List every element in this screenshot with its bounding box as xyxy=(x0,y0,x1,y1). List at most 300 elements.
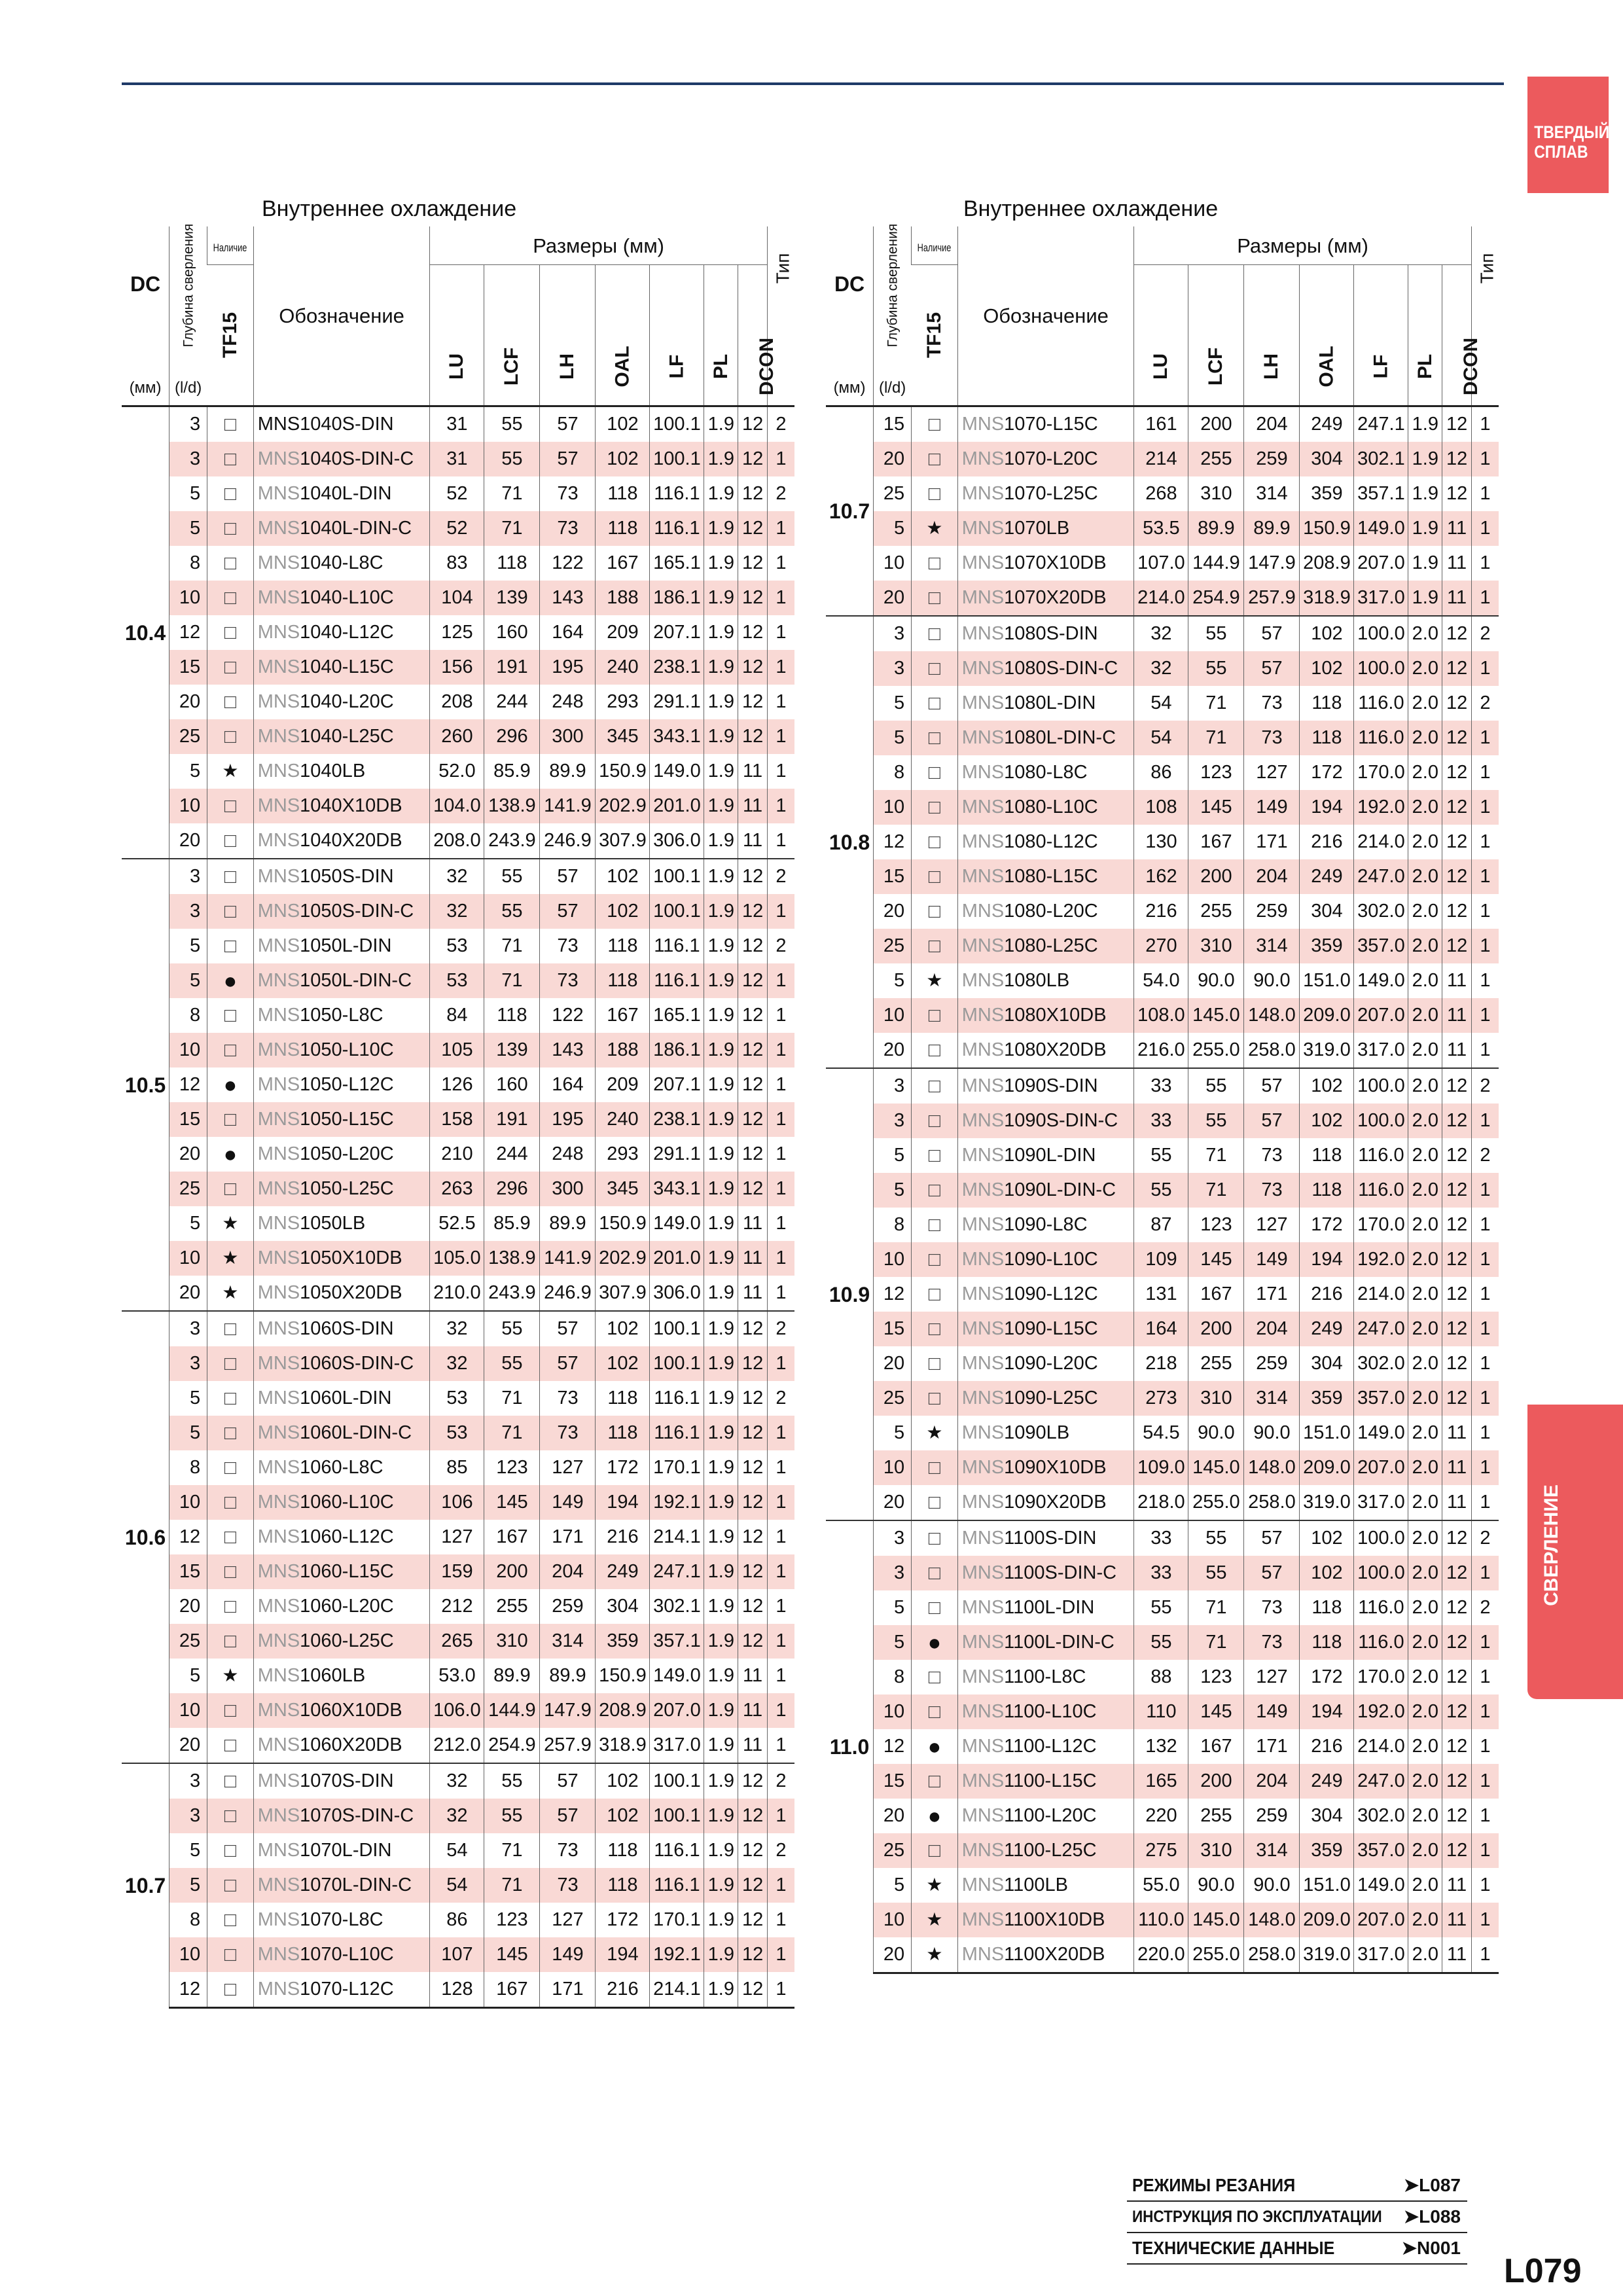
dim-cell: 118 xyxy=(596,511,650,546)
depth-cell: 5 xyxy=(894,692,905,713)
table-row[interactable] xyxy=(826,1346,1499,1381)
dim-cell: 2.0 xyxy=(1408,721,1442,755)
designation-prefix: MNS xyxy=(961,1632,1005,1653)
table-row[interactable] xyxy=(122,1381,794,1416)
designation-cell[interactable] xyxy=(957,1556,1134,1590)
table-row[interactable] xyxy=(122,1241,794,1276)
table-row[interactable] xyxy=(826,825,1499,859)
designation-cell[interactable] xyxy=(957,1764,1134,1799)
table-row[interactable] xyxy=(826,1312,1499,1346)
designation-cell[interactable] xyxy=(253,476,430,511)
dim-cell: 204 xyxy=(1244,406,1300,442)
dim-cell: 1.9 xyxy=(704,929,738,963)
designation-cell[interactable] xyxy=(957,1660,1134,1695)
dim-cell: 12 xyxy=(1442,1520,1472,1556)
designation-cell[interactable] xyxy=(253,1381,430,1416)
designation-cell[interactable] xyxy=(957,1068,1134,1103)
table-row[interactable] xyxy=(122,1903,794,1937)
category-tab-drilling[interactable] xyxy=(1527,1405,1623,1699)
table-row[interactable] xyxy=(826,1208,1499,1242)
designation-cell[interactable] xyxy=(253,615,430,650)
availability-cell xyxy=(912,1868,958,1903)
table-row[interactable] xyxy=(122,1450,794,1485)
designation-cell[interactable] xyxy=(253,894,430,929)
designation-cell[interactable] xyxy=(253,546,430,581)
depth-cell: 5 xyxy=(894,1145,905,1166)
dim-cell: 255.0 xyxy=(1188,1937,1244,1973)
dim-cell: 12 xyxy=(1442,1068,1472,1103)
depth-cell: 5 xyxy=(874,511,912,546)
table-row[interactable] xyxy=(826,1242,1499,1277)
designation-text: MNS1060X10DB xyxy=(257,1700,402,1721)
table-row[interactable] xyxy=(826,651,1499,686)
empty-square-icon: □ xyxy=(224,1909,237,1931)
table-row[interactable] xyxy=(122,650,794,685)
table-row[interactable] xyxy=(826,1485,1499,1520)
designation-cell[interactable] xyxy=(957,1138,1134,1173)
table-row[interactable] xyxy=(826,1868,1499,1903)
table-row[interactable] xyxy=(826,1660,1499,1695)
depth-header-label: Глубина сверления xyxy=(181,223,196,348)
table-row[interactable] xyxy=(826,1520,1499,1556)
designation-cell[interactable] xyxy=(957,1103,1134,1138)
designation-cell[interactable] xyxy=(253,442,430,476)
designation-prefix: MNS xyxy=(961,901,1005,922)
table-row[interactable] xyxy=(122,615,794,650)
table-row[interactable] xyxy=(122,1102,794,1137)
table-row[interactable] xyxy=(122,1416,794,1450)
designation-cell[interactable] xyxy=(253,511,430,546)
depth-cell: 8 xyxy=(190,552,201,573)
dim-cell: 57 xyxy=(1244,651,1300,686)
dim-cell: 254.9 xyxy=(1188,581,1244,616)
designation-cell[interactable] xyxy=(253,1206,430,1241)
table-row[interactable] xyxy=(826,442,1499,476)
dim-cell: 2.0 xyxy=(1408,1346,1442,1381)
table-row[interactable] xyxy=(122,1693,794,1728)
dim-cell: 55 xyxy=(484,1346,540,1381)
dim-cell: 106.0 xyxy=(430,1693,484,1728)
table-row[interactable] xyxy=(826,1103,1499,1138)
designation-text: MNS1070-L8C xyxy=(257,1909,383,1930)
dim-cell: 1 xyxy=(767,894,794,929)
designation-cell[interactable] xyxy=(253,1937,430,1972)
designation-cell[interactable] xyxy=(957,825,1134,859)
designation-prefix: MNS xyxy=(257,1700,300,1721)
designation-cell[interactable] xyxy=(957,1381,1134,1416)
designation-cell[interactable] xyxy=(957,1416,1134,1450)
dim-cell: 145.0 xyxy=(1188,998,1244,1033)
designation-cell[interactable] xyxy=(957,1173,1134,1208)
dim-cell: 194 xyxy=(596,1937,650,1972)
designation-cell[interactable] xyxy=(253,1763,430,1799)
dim-cell: 143 xyxy=(540,581,596,615)
designation-cell[interactable] xyxy=(957,651,1134,686)
dim-cell: 238.1 xyxy=(650,650,704,685)
designation-cell[interactable] xyxy=(957,476,1134,511)
designation-cell[interactable] xyxy=(957,616,1134,651)
table-row[interactable] xyxy=(826,1799,1499,1833)
table-row[interactable] xyxy=(122,1659,794,1693)
designation-cell[interactable] xyxy=(253,1693,430,1728)
designation-cell[interactable] xyxy=(957,1903,1134,1937)
dim-cell: 1.9 xyxy=(1408,476,1442,511)
table-row[interactable] xyxy=(122,1067,794,1102)
dim-cell: 220.0 xyxy=(1134,1937,1188,1973)
table-row[interactable] xyxy=(122,859,794,894)
dim-cell: 207.1 xyxy=(650,1067,704,1102)
table-row[interactable] xyxy=(122,789,794,823)
table-row[interactable] xyxy=(826,686,1499,721)
designation-cell[interactable] xyxy=(253,1972,430,2008)
table-row[interactable] xyxy=(122,1972,794,2008)
empty-square-icon: □ xyxy=(224,795,237,817)
designation-cell[interactable] xyxy=(253,650,430,685)
depth-cell: 5 xyxy=(190,1840,201,1861)
designation-cell[interactable] xyxy=(957,1729,1134,1764)
dim-cell: 131 xyxy=(1134,1277,1188,1312)
designation-cell[interactable] xyxy=(253,1799,430,1833)
table-row[interactable] xyxy=(122,1172,794,1206)
dim-cell: 1.9 xyxy=(704,685,738,719)
table-row[interactable] xyxy=(122,1276,794,1311)
table-row[interactable] xyxy=(122,442,794,476)
depth-cell: 5 xyxy=(894,1874,905,1895)
designation-cell[interactable] xyxy=(957,1208,1134,1242)
designation-cell[interactable] xyxy=(957,1625,1134,1660)
designation-cell[interactable] xyxy=(957,1450,1134,1485)
designation-cell[interactable] xyxy=(253,929,430,963)
availability-cell xyxy=(207,894,254,929)
depth-cell: 20 xyxy=(179,1734,201,1755)
dim-cell: 55.0 xyxy=(1134,1868,1188,1903)
designation-cell[interactable] xyxy=(253,1276,430,1311)
footer-link-cutting-modes[interactable] xyxy=(1127,2170,1467,2202)
table-row[interactable] xyxy=(122,1589,794,1624)
designation-cell[interactable] xyxy=(253,1728,430,1763)
filled-circle-icon: ● xyxy=(223,968,238,994)
designation-cell[interactable] xyxy=(957,1799,1134,1833)
designation-cell[interactable] xyxy=(253,1589,430,1624)
designation-cell[interactable] xyxy=(957,686,1134,721)
designation-cell[interactable] xyxy=(957,511,1134,546)
dim-cell: 359 xyxy=(596,1624,650,1659)
designation-cell[interactable] xyxy=(957,1590,1134,1625)
table-row[interactable] xyxy=(826,998,1499,1033)
designation-cell[interactable] xyxy=(253,789,430,823)
designation-cell[interactable] xyxy=(253,1033,430,1067)
dim-cell: 359 xyxy=(1300,1381,1354,1416)
oal-header xyxy=(596,265,650,406)
table-row[interactable] xyxy=(122,1137,794,1172)
empty-square-icon: □ xyxy=(224,900,237,922)
dim-cell: 12 xyxy=(738,615,768,650)
dim-cell: 1.9 xyxy=(704,1416,738,1450)
designation-cell[interactable] xyxy=(253,963,430,998)
dim-cell: 172 xyxy=(1300,755,1354,790)
designation-cell[interactable] xyxy=(253,581,430,615)
designation-cell[interactable] xyxy=(957,963,1134,998)
designation-prefix: MNS xyxy=(961,587,1005,608)
table-row[interactable] xyxy=(826,1764,1499,1799)
dim-cell: 194 xyxy=(1300,790,1354,825)
designation-cell[interactable] xyxy=(957,1520,1134,1556)
table-row[interactable] xyxy=(826,1729,1499,1764)
table-row[interactable] xyxy=(122,1937,794,1972)
designation-cell[interactable] xyxy=(253,1346,430,1381)
table-row[interactable] xyxy=(122,963,794,998)
table-row[interactable] xyxy=(826,511,1499,546)
designation-cell[interactable] xyxy=(957,581,1134,616)
table-row[interactable] xyxy=(122,719,794,754)
dim-cell: 105.0 xyxy=(430,1241,484,1276)
table-row[interactable] xyxy=(826,859,1499,894)
table-row[interactable] xyxy=(826,721,1499,755)
designation-text: MNS1080-L15C xyxy=(961,866,1098,887)
availability-cell xyxy=(207,1693,254,1728)
table-row[interactable] xyxy=(826,894,1499,929)
table-row[interactable] xyxy=(122,511,794,546)
dim-cell: 107.0 xyxy=(1134,546,1188,581)
designation-cell[interactable] xyxy=(253,1450,430,1485)
dim-cell: 164 xyxy=(540,615,596,650)
designation-cell[interactable] xyxy=(253,1624,430,1659)
dim-cell: 1.9 xyxy=(704,1937,738,1972)
dim-cell: 1.9 xyxy=(704,511,738,546)
dim-cell: 53.5 xyxy=(1134,511,1188,546)
table-row[interactable] xyxy=(122,685,794,719)
dim-cell: 343.1 xyxy=(650,1172,704,1206)
designation-cell[interactable] xyxy=(253,754,430,789)
dim-cell: 214.0 xyxy=(1134,581,1188,616)
table-row[interactable] xyxy=(122,1485,794,1520)
designation-cell[interactable] xyxy=(957,1033,1134,1068)
dim-cell: 73 xyxy=(1244,1138,1300,1173)
table-row[interactable] xyxy=(826,1833,1499,1868)
dim-cell: 1.9 xyxy=(704,789,738,823)
table-row[interactable] xyxy=(826,616,1499,651)
dim-cell: 73 xyxy=(540,1833,596,1868)
designation-cell[interactable] xyxy=(253,1903,430,1937)
designation-cell[interactable] xyxy=(957,755,1134,790)
dim-cell: 53 xyxy=(430,963,484,998)
designation-cell[interactable] xyxy=(957,1695,1134,1729)
empty-square-icon: □ xyxy=(928,1179,941,1201)
dim-cell: 1.9 xyxy=(704,1206,738,1241)
star-icon: ★ xyxy=(926,1422,943,1443)
dim-cell: 57 xyxy=(1244,616,1300,651)
designation-cell[interactable] xyxy=(253,823,430,859)
table-row[interactable] xyxy=(122,1728,794,1763)
table-row[interactable] xyxy=(826,929,1499,963)
dim-cell: 11 xyxy=(738,823,768,859)
table-row[interactable] xyxy=(122,581,794,615)
designation-cell[interactable] xyxy=(957,859,1134,894)
table-row[interactable] xyxy=(826,1416,1499,1450)
designation-cell[interactable] xyxy=(253,1833,430,1868)
table-row[interactable] xyxy=(122,1624,794,1659)
table-row[interactable] xyxy=(826,1625,1499,1660)
designation-cell[interactable] xyxy=(253,1485,430,1520)
table-row[interactable] xyxy=(122,1346,794,1381)
designation-cell[interactable] xyxy=(957,1346,1134,1381)
dim-cell: 102 xyxy=(596,1311,650,1346)
table-row[interactable] xyxy=(122,1206,794,1241)
empty-square-icon: □ xyxy=(928,1456,941,1479)
availability-cell xyxy=(912,1833,958,1868)
table-row[interactable] xyxy=(826,1695,1499,1729)
designation-cell[interactable] xyxy=(253,859,430,894)
table-row[interactable] xyxy=(826,1903,1499,1937)
dim-cell: 71 xyxy=(1188,1625,1244,1660)
dim-cell: 2.0 xyxy=(1408,790,1442,825)
dim-cell: 1 xyxy=(1471,1937,1499,1973)
designation-cell[interactable] xyxy=(253,1520,430,1554)
table-row[interactable] xyxy=(826,406,1499,442)
designation-cell[interactable] xyxy=(253,719,430,754)
dim-cell: 1 xyxy=(767,1693,794,1728)
dim-cell: 304 xyxy=(1300,894,1354,929)
designation-cell[interactable] xyxy=(957,1277,1134,1312)
designation-cell[interactable] xyxy=(957,442,1134,476)
dim-cell: 1.9 xyxy=(704,1659,738,1693)
dim-cell: 2.0 xyxy=(1408,1937,1442,1973)
designation-cell[interactable] xyxy=(253,1172,430,1206)
designation-cell[interactable] xyxy=(253,1554,430,1589)
table-row[interactable] xyxy=(826,1173,1499,1208)
dim-cell: 259 xyxy=(1244,1799,1300,1833)
designation-text: MNS1090X20DB xyxy=(961,1492,1107,1513)
designation-cell[interactable] xyxy=(957,894,1134,929)
designation-cell[interactable] xyxy=(253,1311,430,1346)
designation-cell[interactable] xyxy=(253,685,430,719)
dim-cell: 12 xyxy=(738,581,768,615)
dim-cell: 139 xyxy=(484,1033,540,1067)
table-row[interactable] xyxy=(826,1450,1499,1485)
table-row[interactable] xyxy=(122,406,794,442)
empty-square-icon: □ xyxy=(928,935,941,957)
designation-cell[interactable] xyxy=(957,929,1134,963)
designation-prefix: MNS xyxy=(257,1247,300,1268)
category-tab-carbide[interactable]: ТВЕРДЫЙ СПЛАВ xyxy=(1527,77,1609,193)
table-row[interactable] xyxy=(122,1311,794,1346)
footer-link-instructions[interactable] xyxy=(1127,2202,1467,2233)
dim-cell: 304 xyxy=(1300,1799,1354,1833)
table-row[interactable] xyxy=(826,476,1499,511)
designation-text: MNS1070S-DIN-C xyxy=(257,1805,414,1826)
designation-cell[interactable] xyxy=(957,998,1134,1033)
dim-cell: 1 xyxy=(767,546,794,581)
designation-cell[interactable] xyxy=(957,790,1134,825)
dim-cell: 255.0 xyxy=(1188,1033,1244,1068)
designation-cell[interactable] xyxy=(253,1102,430,1137)
designation-cell[interactable] xyxy=(253,1416,430,1450)
dim-cell: 71 xyxy=(484,1381,540,1416)
table-row[interactable] xyxy=(826,1068,1499,1103)
table-row[interactable] xyxy=(122,1520,794,1554)
avail-header-label: Наличие xyxy=(213,241,247,254)
availability-cell xyxy=(912,721,958,755)
table-row[interactable] xyxy=(122,546,794,581)
designation-cell[interactable] xyxy=(957,721,1134,755)
table-row[interactable] xyxy=(122,1763,794,1799)
empty-square-icon: □ xyxy=(224,1422,237,1444)
table-row[interactable] xyxy=(826,1381,1499,1416)
table-row[interactable] xyxy=(826,1138,1499,1173)
table-row[interactable] xyxy=(122,476,794,511)
footer-link-technical-data[interactable] xyxy=(1127,2233,1467,2265)
table-row[interactable] xyxy=(826,963,1499,998)
depth-cell: 20 xyxy=(874,1937,912,1973)
dim-cell: 192.1 xyxy=(650,1937,704,1972)
empty-square-icon: □ xyxy=(928,726,941,749)
dim-cell: 214.0 xyxy=(1354,1277,1408,1312)
table-row[interactable] xyxy=(122,754,794,789)
dim-cell: 1.9 xyxy=(704,1485,738,1520)
table-row[interactable] xyxy=(826,1937,1499,1973)
dim-cell: 87 xyxy=(1134,1208,1188,1242)
table-row[interactable] xyxy=(122,1799,794,1833)
table-row[interactable] xyxy=(122,1554,794,1589)
designation-cell[interactable] xyxy=(957,546,1134,581)
dim-cell: 257.9 xyxy=(1244,581,1300,616)
availability-cell xyxy=(207,1485,254,1520)
designation-cell[interactable] xyxy=(957,1242,1134,1277)
designation-cell[interactable] xyxy=(253,1137,430,1172)
table-row[interactable] xyxy=(122,998,794,1033)
designation-text: MNS1070-L10C xyxy=(257,1944,394,1965)
table-row[interactable] xyxy=(122,929,794,963)
designation-cell[interactable] xyxy=(253,406,430,442)
table-row[interactable] xyxy=(826,755,1499,790)
table-row[interactable] xyxy=(826,790,1499,825)
dim-cell: 1 xyxy=(767,1172,794,1206)
designation-prefix: MNS xyxy=(257,1005,300,1026)
designation-prefix: MNS xyxy=(257,830,300,851)
table-row[interactable] xyxy=(826,1033,1499,1068)
empty-square-icon: □ xyxy=(224,1004,237,1026)
depth-cell: 20 xyxy=(874,581,912,616)
dim-cell: 71 xyxy=(1188,1173,1244,1208)
designation-cell[interactable] xyxy=(253,1868,430,1903)
designation-cell[interactable] xyxy=(957,1937,1134,1973)
table-row[interactable] xyxy=(826,1556,1499,1590)
table-row[interactable] xyxy=(826,1277,1499,1312)
table-row[interactable] xyxy=(122,823,794,859)
table-row[interactable] xyxy=(122,1033,794,1067)
designation-prefix: MNS xyxy=(961,935,1005,956)
table-row[interactable] xyxy=(826,581,1499,616)
designation-cell[interactable] xyxy=(957,1868,1134,1903)
designation-cell[interactable] xyxy=(957,1485,1134,1520)
table-row[interactable] xyxy=(122,894,794,929)
table-row[interactable] xyxy=(826,546,1499,581)
designation-cell[interactable] xyxy=(253,1659,430,1693)
dim-cell: 12 xyxy=(1442,1312,1472,1346)
designation-cell[interactable] xyxy=(253,1241,430,1276)
dim-cell: 260 xyxy=(430,719,484,754)
table-row[interactable] xyxy=(826,1590,1499,1625)
table-row[interactable] xyxy=(122,1833,794,1868)
designation-cell[interactable] xyxy=(957,1312,1134,1346)
designation-cell[interactable] xyxy=(957,1833,1134,1868)
table-row[interactable] xyxy=(122,1868,794,1903)
depth-cell: 10 xyxy=(169,1033,207,1067)
designation-cell[interactable] xyxy=(253,998,430,1033)
designation-cell[interactable] xyxy=(957,406,1134,442)
dim-cell: 55 xyxy=(484,442,540,476)
designation-cell[interactable] xyxy=(253,1067,430,1102)
